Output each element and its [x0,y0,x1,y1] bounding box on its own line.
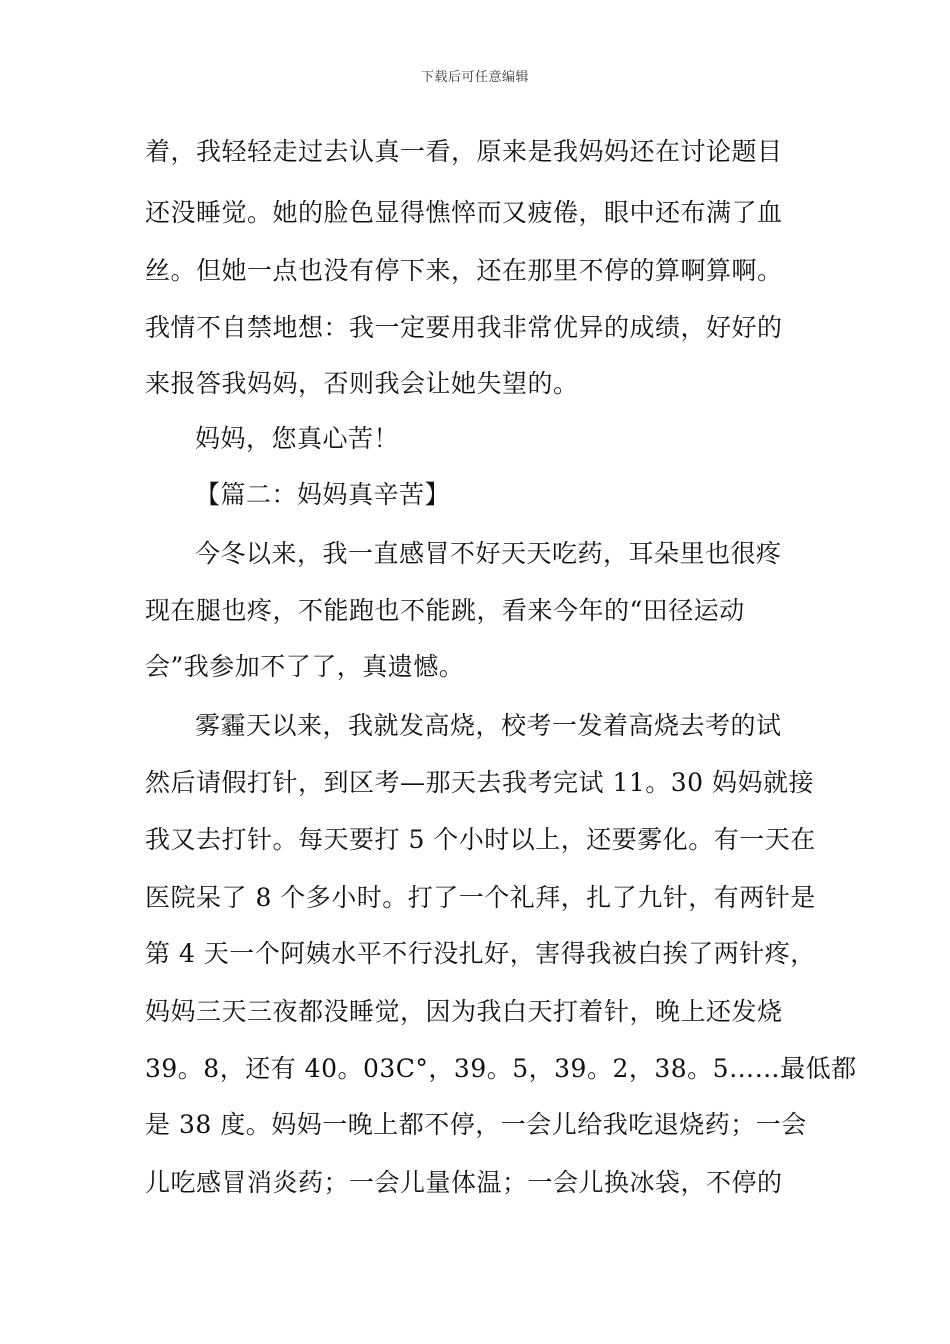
text-line: 丝。但她一点也没有停下来，还在那里不停的算啊算啊。 [145,256,783,285]
section-heading: 【篇二：妈妈真辛苦】 [195,480,451,509]
text-line: 第 4 天一个阿姨水平不行没扎好，害得我被白挨了两针疼， [145,939,816,968]
text-line: 医院呆了 8 个多小时。打了一个礼拜，扎了九针，有两针是 [145,883,816,912]
text-line: 雾霾天以来，我就发高烧，校考一发着高烧去考的试 [195,711,782,740]
text-line: 39。8，还有 40。03C°，39。5，39。2，38。5……最低都 [145,1054,857,1083]
text-line: 然后请假打针，到区考—那天去我考完试 11。30 妈妈就接 [145,768,815,797]
text-line: 儿吃感冒消炎药；一会儿量体温；一会儿换冰袋，不停的 [145,1168,783,1197]
text-line: 妈妈，您真心苦！ [195,424,400,453]
text-line: 着，我轻轻走过去认真一看，原来是我妈妈还在讨论题目 [145,137,783,166]
text-line: 我情不自禁地想：我一定要用我非常优异的成绩，好好的 [145,313,783,342]
text-line: 妈妈三天三夜都没睡觉，因为我白天打着针，晚上还发烧 [145,997,783,1026]
text-line: 会”我参加不了了，真遗憾。 [145,652,465,681]
text-line: 今冬以来，我一直感冒不好天天吃药，耳朵里也很疼 [195,539,782,568]
page-header: 下载后可任意编辑 [420,70,529,85]
text-line: 来报答我妈妈，否则我会让她失望的。 [145,369,579,398]
text-line: 是 38 度。妈妈一晚上都不停，一会儿给我吃退烧药；一会 [145,1110,807,1139]
text-line: 现在腿也疼，不能跑也不能跳，看来今年的“田径运动 [145,596,745,625]
text-line: 还没睡觉。她的脸色显得憔悴而又疲倦，眼中还布满了血 [145,198,783,227]
text-line: 我又去打针。每天要打 5 个小时以上，还要雾化。有一天在 [145,825,816,854]
